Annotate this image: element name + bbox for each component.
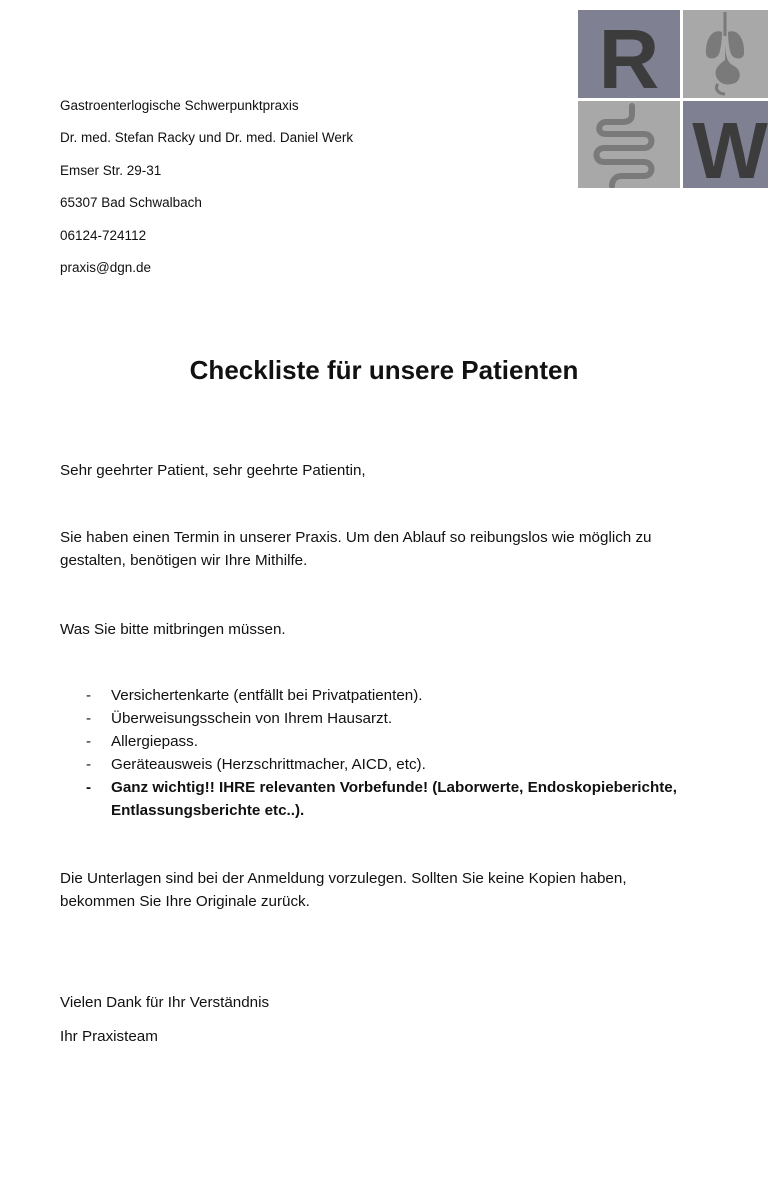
city-address: 65307 Bad Schwalbach [60,195,202,211]
list-item-text: Geräteausweis (Herzschrittmacher, AICD, etc). [111,756,426,773]
doctor-names: Dr. med. Stefan Racky und Dr. med. Daniel Werk [60,130,354,146]
list-bullet: - [86,756,92,773]
signature-line: Ihr Praxisteam [60,1028,158,1045]
logo-letter-r: R [598,12,660,106]
address-block [60,96,353,290]
checklist [60,684,700,822]
list-item-important [60,776,700,822]
logo-letter-w: W [692,106,768,188]
closing-line: Vielen Dank für Ihr Verständnis [60,994,270,1011]
list-item-text: Versichertenkarte (entfällt bei Privatpatienten). [111,687,423,704]
email-address: praxis@dgn.de [60,259,152,275]
phone-number: 06124-724112 [60,227,147,243]
list-bullet: - [86,779,92,796]
list-bullet: - [86,733,92,750]
practice-logo [578,10,768,188]
page-title: Checkliste für unsere Patienten [189,355,579,385]
street-address: Emser Str. 29-31 [60,162,162,178]
intro-paragraph: Sie haben einen Termin in unserer Praxis. Um den Ablauf so reibungslos wie möglich zu gestalten, benötigen wir Ihre Mithilfe. [60,529,652,569]
documents-note: Die Unterlagen sind bei der Anmeldung vorzulegen. Sollten Sie keine Kopien haben, bekommen Sie Ihre Originale zurück. [60,870,627,910]
bring-heading: Was Sie bitte mitbringen müssen. [60,621,286,638]
salutation: Sehr geehrter Patient, sehr geehrte Patientin, [60,462,366,479]
practice-name: Gastroenterlogische Schwerpunktpraxis [60,98,299,113]
list-item-text: Überweisungsschein von Ihrem Hausarzt. [111,710,393,727]
list-bullet: - [86,687,92,704]
list-item [60,753,700,776]
list-item-text: Ganz wichtig!! IHRE relevanten Vorbefunde! (Laborwerte, Endoskopieberichte, Entlassungsberichte etc..). [111,779,677,819]
list-item [60,730,700,753]
list-bullet: - [86,710,92,727]
list-item [60,684,700,707]
list-item [60,707,700,730]
list-item-text: Allergiepass. [111,733,198,750]
